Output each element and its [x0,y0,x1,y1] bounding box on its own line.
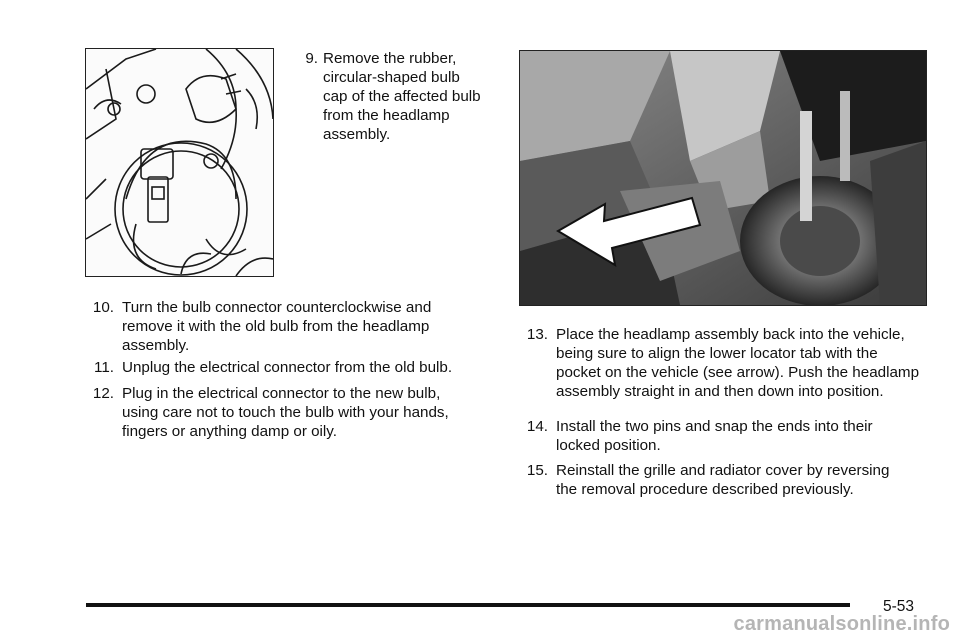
step-number: 10. [92,299,114,316]
step-12 [86,384,496,441]
step-number: 11. [94,359,114,376]
step-11 [86,358,496,377]
step-14 [520,417,930,455]
step-text: Turn the bulb connector counterclockwise and remove it with the old bulb from the headlamp assembly. [122,299,432,354]
step-number: 13. [526,326,548,343]
step-text: Install the two pins and snap the ends into their locked position. [556,418,873,454]
step-text: Place the headlamp assembly back into the vehicle, being sure to align the lower locator tab with the pocket on the vehicle (see arrow). Push the headlamp assembly straight in and then down into position. [556,326,920,400]
page-number: 5-53 [883,598,915,615]
step-number: 14. [526,418,548,435]
locator-tab-photo [519,50,927,306]
step-text: Reinstall the grille and radiator cover by reversing the removal procedure described previously. [556,462,890,498]
step-10 [86,298,496,355]
step-number: 12. [92,385,114,402]
step-15 [520,461,930,499]
step-13 [520,325,930,401]
step-number: 9. [305,50,318,67]
step-text: Remove the rubber, circular-shaped bulb cap of the affected bulb from the headlamp assembly. [323,50,481,143]
step-text: Unplug the electrical connector from the old bulb. [122,359,453,376]
watermark: carmanualsonline.info [733,613,950,635]
step-text: Plug in the electrical connector to the new bulb, using care not to touch the bulb with your hands, fingers or anything damp or oily. [122,385,449,440]
bulb-cap-illustration [85,48,274,277]
footer-rule [86,603,850,607]
step-number: 15. [526,462,548,479]
step-9 [298,49,508,144]
